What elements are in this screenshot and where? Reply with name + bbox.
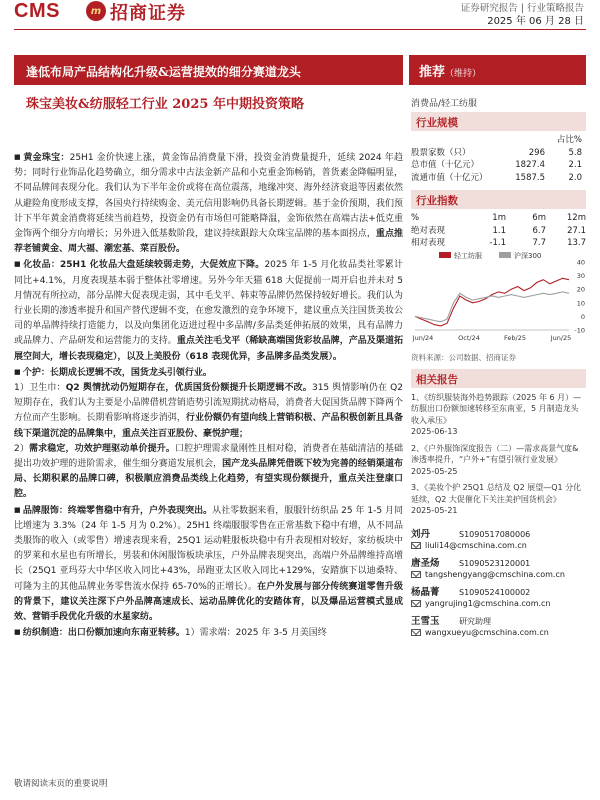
sector-label: 消费品/轻工纺服 <box>411 99 478 109</box>
rating-sub: （维持） <box>445 69 482 79</box>
analyst-email-line <box>411 569 586 581</box>
paragraph-emphasis: 重点推荐老铺黄金、周大福、潮宏基、菜百股份。 <box>14 229 403 255</box>
analyst-entry <box>411 587 586 610</box>
analyst-email: tangshengyang@cmschina.com.cn <box>425 570 565 579</box>
paragraph-emphasis: 25H1 化妆品大盘延续较弱走势，大促效应下降。 <box>60 260 265 271</box>
x-tick-label: Oct/24 <box>458 333 480 342</box>
index-header: 行业指数 <box>411 190 586 209</box>
x-tick-label: Feb/25 <box>504 333 526 342</box>
index-table <box>411 212 586 250</box>
index-chart <box>411 250 586 350</box>
body-paragraph <box>14 257 403 364</box>
paragraph-lead: 品牌服饰：终端零售稳中有升，户外表现突出。 <box>22 505 213 516</box>
y-tick-label: 20 <box>576 285 585 294</box>
scale-row <box>411 172 586 185</box>
logo-emblem-icon: m <box>86 1 106 21</box>
rating-label: 推荐 <box>419 65 446 80</box>
analyst-line <box>411 616 586 628</box>
analyst-id: S1090523120001 <box>459 558 531 568</box>
paragraph-emphasis: 在户外发展与部分传统赛道零售升级的背景下，建议关注深下户外品牌高速成长、运动品牌优化的安踏体育，以及爆品运营模式显成效、营销手段优化升级的水星家纺。 <box>14 581 403 623</box>
scale-unit: 占比% <box>556 135 582 145</box>
envelope-icon <box>411 629 421 636</box>
index-value: 27.1 <box>567 225 586 236</box>
y-tick-label: 40 <box>576 258 585 266</box>
related-report-title: 1、《纺织服装海外趋势跟踪（2025 年 6 月）—纺服出口份额加速转移至东南亚，5 月制造龙头收入承压》 <box>411 392 582 425</box>
paragraph-text: 25H1 金价快速上涨，黄金饰品消费量下滑，投资金消费量提升，延续 2024 年趋势；同时行业饰品化趋势确立，细分需求中古法金新产品和小克重金饰畅销，普货素金降幅明显，不同品牌间表现分化。我们认为下半年金价或将在高位震荡，地缘冲突、海外经济衰退等因素依然从避险角度形成支撑，各国央行持续购金、美元信用影响仍具备长期逻辑。基于金价预期，我们预计下半年黄金消费将延续当前趋势，投资金仍有市场但可能略降温，金饰依然在高端古法+低克重金饰两个细分方向增长；另外进入低基数阶段，建议持续跟踪大众珠宝品牌的基本面拐点， <box>14 153 403 240</box>
scale-value: 1827.4 <box>515 160 545 170</box>
index-row <box>411 237 586 250</box>
envelope-icon <box>411 542 421 549</box>
scale-header: 行业规模 <box>411 112 586 131</box>
body-paragraph <box>14 150 403 257</box>
scale-key: 流通市值（十亿元） <box>411 172 488 183</box>
y-tick-label: 30 <box>576 271 585 280</box>
paragraph-emphasis: 需求稳定，功效护理驱动单价提升。 <box>28 443 175 454</box>
paragraph-text: 从社零数据来看，服服针纺织品 25 年 1-5 月同比增速为 3.3%（24 年 1-5 月为 0.2%）。25H1 终端服服零售在正常基数下稳中有增，从不同品类服饰的收入（或零售）增速表现来看，25Q1 运动鞋服板块稳中有升表现相对较好，家纺板块中的罗莱和水星也有所增长，男装和休闲服饰板块承压，户外品牌表现突出，高端户外品牌维持高增长（25Q1 亚玛芬大中华区收入同比+43%，昂跑亚太区收入同比+129%，安踏旗下以迪桑特、可隆为主的其他品牌业务零售流水保持 65-70%的正增长）。 <box>14 505 403 592</box>
analyst-email: yangrujing1@cmschina.com.cn <box>425 599 551 608</box>
report-subtitle: 珠宝美妆&纺服轻工行业 2025 年中期投资策略 <box>26 97 304 112</box>
index-key: 绝对表现 <box>411 225 446 236</box>
index-head-cell: 1m <box>492 213 506 223</box>
footer-note: 敬请阅读末页的重要说明 <box>14 779 108 789</box>
analyst-entry <box>411 558 586 581</box>
paragraph-text: 1）需求端：2025 年 3-5 月美国终 <box>184 628 327 639</box>
paragraph-emphasis: 重点关注毛戈平（稀缺高端国货彩妆品牌，产品及渠道拓展空间大，增长表现稳定），以及上美股份（618 表现优异，多品牌多品类发展）。 <box>14 336 403 362</box>
scale-share: 5.8 <box>568 147 582 158</box>
series-line <box>415 278 569 326</box>
scale-row <box>411 159 586 172</box>
report-date: 2025 年 06 月 28 日 <box>487 16 584 27</box>
paragraph-lead: 化妆品： <box>23 260 61 271</box>
analyst-email: liuli14@cmschina.com.cn <box>425 541 527 550</box>
index-head-cell: % <box>411 213 420 223</box>
related-report-date: 2025-06-13 <box>411 427 458 436</box>
related-report-date: 2025-05-21 <box>411 506 458 515</box>
analyst-email-line <box>411 598 586 610</box>
related-report <box>411 482 586 517</box>
scale-key: 股票家数（只） <box>411 147 471 158</box>
related-report-title: 3、《美妆个护 25Q1 总结及 Q2 展望—Q1 分化延续，Q2 大促催化下关注美护国货机会》 <box>411 483 582 504</box>
related-header: 相关报告 <box>411 369 586 388</box>
related-report-title: 2、《户外服饰深度报告（二）—需求高景气度&渗透率提升，“户外+”有望引领行业发展》 <box>411 443 579 464</box>
envelope-icon <box>411 571 421 578</box>
analyst-email-line <box>411 540 586 552</box>
scale-table <box>411 147 586 185</box>
paragraph-text: 2025 年 1-5 月化妆品类社零累计同比+4.1%，月度表现基本弱于整体社零增速。另外今年天猫 618 大促提前一周开启也并未对 5 月情况有所拉动，部分品牌大促表现走弱，其中毛戈平、韩束等品牌仍然保持较好增长。我们认为行业长期的渗透率提升和国产替代逻辑不变，在愈发激烈的竞争环境下，建议重点关注国货美妆公司的单品牌持续打造能力，以及向集团化迈进过程中多品牌/多品类延伸拓展的效果，具有品牌力或品牌力、产品研发和运营能力的支持。 <box>14 260 403 347</box>
main-body <box>14 150 403 642</box>
analyst-id: S1090524100002 <box>459 587 531 597</box>
scale-share: 2.1 <box>568 160 582 170</box>
y-tick-label: 10 <box>576 298 585 307</box>
index-head-cell: 12m <box>566 213 586 223</box>
rating-band <box>409 55 586 85</box>
legend-label: 沪深300 <box>514 251 542 260</box>
paragraph-emphasis: 国产龙头品牌凭借既下较为完善的经销渠道布局、长期积累的品牌口碑，积极顺应消费品类线上化趋势，有望实现份额提升，重点关注登康口腔。 <box>14 459 403 500</box>
paragraph-lead: 黄金珠宝： <box>23 153 70 163</box>
analyst-line <box>411 587 586 599</box>
paragraph-emphasis: Q2 舆情扰动仍短期存在，优质国货份额提升长期逻辑不改。 <box>65 383 312 394</box>
analyst-list <box>411 529 586 639</box>
analyst-name: 杨晶菁 <box>411 586 440 598</box>
related-report <box>411 443 586 478</box>
series-line <box>415 291 569 321</box>
body-paragraph <box>14 381 403 442</box>
analyst-name: 刘丹 <box>411 528 431 540</box>
logo-chinese: 招商证券 <box>110 3 186 24</box>
body-paragraph <box>14 503 403 626</box>
index-value: 7.7 <box>532 238 546 248</box>
analyst-id: 研究助理 <box>459 616 491 626</box>
index-value: -1.1 <box>489 238 506 248</box>
legend-label: 轻工纺服 <box>454 251 482 260</box>
paragraph-text: 口腔护理需求量刚性且相对稳，消费者在基础清洁的基础提出功效护理的进阶需求，催生细分赛道发展机会， <box>14 443 403 470</box>
scale-value: 296 <box>528 147 545 158</box>
related-report-date: 2025-05-25 <box>411 466 458 476</box>
analyst-line <box>411 529 586 541</box>
analyst-email-line <box>411 627 586 639</box>
paragraph-text: 2） <box>14 443 29 454</box>
index-key: 相对表现 <box>411 238 446 248</box>
analyst-entry <box>411 529 586 552</box>
legend-swatch <box>439 252 451 258</box>
index-value: 13.7 <box>567 238 586 248</box>
analyst-email: wangxueyu@cmschina.com.cn <box>425 628 549 637</box>
analyst-entry <box>411 616 586 639</box>
index-chart-svg <box>411 250 586 350</box>
header-divider <box>14 29 586 30</box>
y-tick-label: -10 <box>574 326 585 334</box>
index-value: 1.1 <box>492 225 506 236</box>
body-paragraph <box>14 365 403 381</box>
paragraph-text: 315 舆情影响仍在 Q2 短期存在，我们认为主要是小品牌借机营销造势引流短期扰动格局，消费者大促国货品牌下降两个方位而产生影响。长期看影响将逐步消弭， <box>14 383 403 424</box>
sidebar <box>411 112 586 645</box>
x-tick-label: Jun/25 <box>550 333 572 342</box>
analyst-id: S1090517080006 <box>459 529 531 539</box>
paragraph-text: 1）卫生巾： <box>14 383 66 394</box>
scale-share: 2.0 <box>568 172 582 183</box>
analyst-name: 王雪玉 <box>411 615 440 627</box>
logo-text: CMS <box>14 0 60 22</box>
legend-swatch <box>499 252 511 258</box>
analyst-line <box>411 558 586 570</box>
paragraph-lead: 个护：长期成长逻辑不改，国货龙头引领行业。 <box>22 367 212 378</box>
index-head-row <box>411 212 586 225</box>
related-report <box>411 392 586 438</box>
index-head-cell: 6m <box>532 213 546 223</box>
scale-value: 1587.5 <box>515 172 545 183</box>
x-tick-label: Jun/24 <box>412 333 434 342</box>
chart-source: 资料来源：公司数据、招商证券 <box>411 352 516 362</box>
report-type: 证券研究报告 | 行业策略报告 <box>460 3 584 14</box>
envelope-icon <box>411 600 421 607</box>
index-row <box>411 225 586 238</box>
index-value: 6.7 <box>532 225 546 236</box>
paragraph-emphasis: 行业份额仍有望向线上营销积极、产品积极创新且具备线下渠道沉淀的品牌集中，重点关注百亚股份、豪悦护理； <box>14 413 403 439</box>
paragraph-lead: 纺织制造：出口份额加速向东南亚转移。 <box>22 628 185 639</box>
page-header <box>0 0 600 40</box>
scale-key: 总市值（十亿元） <box>411 160 480 170</box>
scale-row <box>411 147 586 160</box>
body-paragraph <box>14 625 403 641</box>
title-band: 逢低布局产品结构化升级&运营提效的细分赛道龙头 <box>14 55 403 85</box>
analyst-name: 唐圣炀 <box>411 557 440 569</box>
related-list <box>411 392 586 517</box>
y-tick-label: 0 <box>580 312 585 321</box>
body-paragraph <box>14 442 403 503</box>
